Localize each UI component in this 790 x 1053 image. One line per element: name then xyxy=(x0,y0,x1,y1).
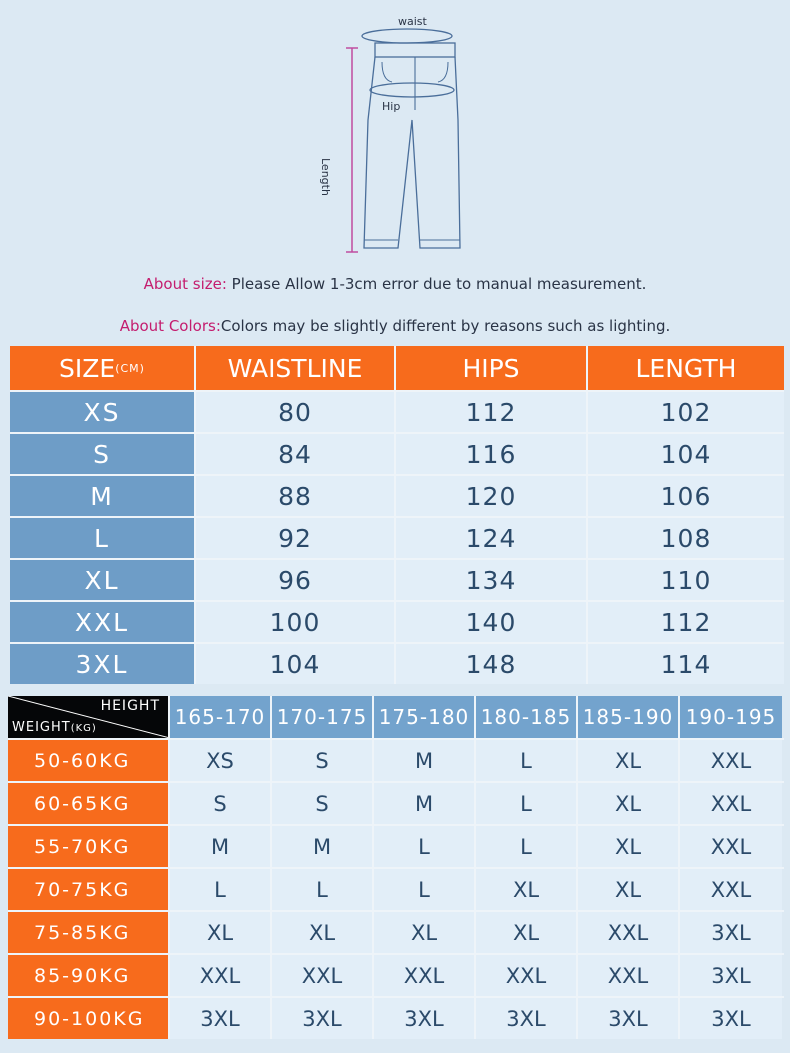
weight-height-header xyxy=(8,696,784,738)
weight-range-label: 90-100KG xyxy=(8,998,170,1039)
hips-cell: 140 xyxy=(396,602,588,642)
weight-row xyxy=(8,738,784,781)
hips-cell: 120 xyxy=(396,476,588,516)
weight-row xyxy=(8,996,784,1039)
recommended-size-cell: XXL xyxy=(578,912,680,953)
size-cell: M xyxy=(10,476,196,516)
weight-range-label: 70-75KG xyxy=(8,869,170,910)
recommended-size-cell: 3XL xyxy=(680,998,782,1039)
hips-cell: 116 xyxy=(396,434,588,474)
recommended-size-cell: 3XL xyxy=(476,998,578,1039)
length-cell: 114 xyxy=(588,644,784,684)
weight-corner-label xyxy=(12,720,97,735)
size-cell: XL xyxy=(10,560,196,600)
recommended-size-cell: 3XL xyxy=(578,998,680,1039)
recommended-size-cell: XL xyxy=(578,783,680,824)
waistline-header: WAISTLINE xyxy=(196,346,396,390)
height-range-header: 175-180 xyxy=(374,696,476,738)
size-row xyxy=(10,600,784,642)
size-note xyxy=(0,275,790,293)
recommended-size-cell: XXL xyxy=(578,955,680,996)
waist-cell: 104 xyxy=(196,644,396,684)
recommended-size-cell: L xyxy=(476,826,578,867)
hips-cell: 124 xyxy=(396,518,588,558)
weight-row xyxy=(8,824,784,867)
size-cell: L xyxy=(10,518,196,558)
size-header xyxy=(10,346,196,390)
recommended-size-cell: XL xyxy=(374,912,476,953)
size-cell: XXL xyxy=(10,602,196,642)
waist-cell: 88 xyxy=(196,476,396,516)
recommended-size-cell: XS xyxy=(170,740,272,781)
recommended-size-cell: XXL xyxy=(272,955,374,996)
height-range-header: 180-185 xyxy=(476,696,578,738)
recommended-size-cell: L xyxy=(476,783,578,824)
recommended-size-cell: M xyxy=(374,740,476,781)
weight-range-label: 85-90KG xyxy=(8,955,170,996)
size-row xyxy=(10,390,784,432)
recommended-size-cell: L xyxy=(272,869,374,910)
recommended-size-cell: 3XL xyxy=(272,998,374,1039)
waist-cell: 96 xyxy=(196,560,396,600)
colors-note-text: Colors may be slightly different by reasons such as lighting. xyxy=(220,317,671,335)
length-label: Length xyxy=(319,158,332,196)
size-row xyxy=(10,474,784,516)
weight-corner-unit: (KG) xyxy=(70,723,97,734)
hip-label: Hip xyxy=(382,100,401,113)
height-range-header: 190-195 xyxy=(680,696,782,738)
length-cell: 102 xyxy=(588,392,784,432)
height-range-header: 165-170 xyxy=(170,696,272,738)
recommended-size-cell: XXL xyxy=(680,826,782,867)
recommended-size-cell: 3XL xyxy=(374,998,476,1039)
weight-range-label: 60-65KG xyxy=(8,783,170,824)
hips-header: HIPS xyxy=(396,346,588,390)
recommended-size-cell: XXL xyxy=(680,783,782,824)
size-row xyxy=(10,558,784,600)
weight-row xyxy=(8,910,784,953)
waist-label: waist xyxy=(398,15,427,28)
recommended-size-cell: 3XL xyxy=(680,912,782,953)
recommended-size-cell: XL xyxy=(476,869,578,910)
hips-cell: 112 xyxy=(396,392,588,432)
size-row xyxy=(10,516,784,558)
recommended-size-cell: L xyxy=(476,740,578,781)
size-cell: XS xyxy=(10,392,196,432)
recommended-size-cell: L xyxy=(374,826,476,867)
recommended-size-cell: M xyxy=(170,826,272,867)
colors-note xyxy=(0,317,790,335)
hips-cell: 134 xyxy=(396,560,588,600)
recommended-size-cell: XL xyxy=(578,869,680,910)
recommended-size-cell: 3XL xyxy=(680,955,782,996)
weight-corner-text: WEIGHT xyxy=(12,720,71,735)
recommended-size-cell: M xyxy=(272,826,374,867)
weight-row xyxy=(8,781,784,824)
length-cell: 106 xyxy=(588,476,784,516)
recommended-size-cell: S xyxy=(170,783,272,824)
recommended-size-cell: XL xyxy=(476,912,578,953)
length-cell: 110 xyxy=(588,560,784,600)
recommended-size-cell: XL xyxy=(578,740,680,781)
height-corner-label: HEIGHT xyxy=(100,698,160,714)
length-cell: 112 xyxy=(588,602,784,642)
recommended-size-cell: S xyxy=(272,783,374,824)
waist-cell: 100 xyxy=(196,602,396,642)
weight-height-table xyxy=(8,696,784,1039)
recommended-size-cell: XXL xyxy=(680,869,782,910)
recommended-size-cell: L xyxy=(170,869,272,910)
table-corner xyxy=(8,696,170,738)
length-header: LENGTH xyxy=(588,346,784,390)
hips-cell: 148 xyxy=(396,644,588,684)
height-range-header: 170-175 xyxy=(272,696,374,738)
weight-row xyxy=(8,953,784,996)
waist-cell: 80 xyxy=(196,392,396,432)
size-cell: S xyxy=(10,434,196,474)
recommended-size-cell: XL xyxy=(578,826,680,867)
waist-cell: 84 xyxy=(196,434,396,474)
size-header-text: SIZE xyxy=(59,353,116,383)
colors-note-label: About Colors: xyxy=(119,317,221,335)
pants-outline-icon xyxy=(330,10,480,260)
length-cell: 108 xyxy=(588,518,784,558)
size-cell: 3XL xyxy=(10,644,196,684)
recommended-size-cell: XXL xyxy=(476,955,578,996)
pants-measurement-diagram xyxy=(319,10,480,260)
recommended-size-cell: XXL xyxy=(680,740,782,781)
size-note-text: Please Allow 1-3cm error due to manual measurement. xyxy=(226,275,647,293)
recommended-size-cell: XXL xyxy=(170,955,272,996)
recommended-size-cell: M xyxy=(374,783,476,824)
height-range-header: 185-190 xyxy=(578,696,680,738)
size-header-unit: (CM) xyxy=(115,361,145,375)
recommended-size-cell: XL xyxy=(272,912,374,953)
weight-row xyxy=(8,867,784,910)
length-cell: 104 xyxy=(588,434,784,474)
recommended-size-cell: L xyxy=(374,869,476,910)
size-chart-table xyxy=(10,346,784,684)
weight-range-label: 55-70KG xyxy=(8,826,170,867)
size-chart-header xyxy=(10,346,784,390)
size-note-label: About size: xyxy=(143,275,227,293)
weight-range-label: 50-60KG xyxy=(8,740,170,781)
size-row xyxy=(10,642,784,684)
weight-range-label: 75-85KG xyxy=(8,912,170,953)
recommended-size-cell: S xyxy=(272,740,374,781)
waist-cell: 92 xyxy=(196,518,396,558)
recommended-size-cell: XL xyxy=(170,912,272,953)
recommended-size-cell: XXL xyxy=(374,955,476,996)
recommended-size-cell: 3XL xyxy=(170,998,272,1039)
size-row xyxy=(10,432,784,474)
